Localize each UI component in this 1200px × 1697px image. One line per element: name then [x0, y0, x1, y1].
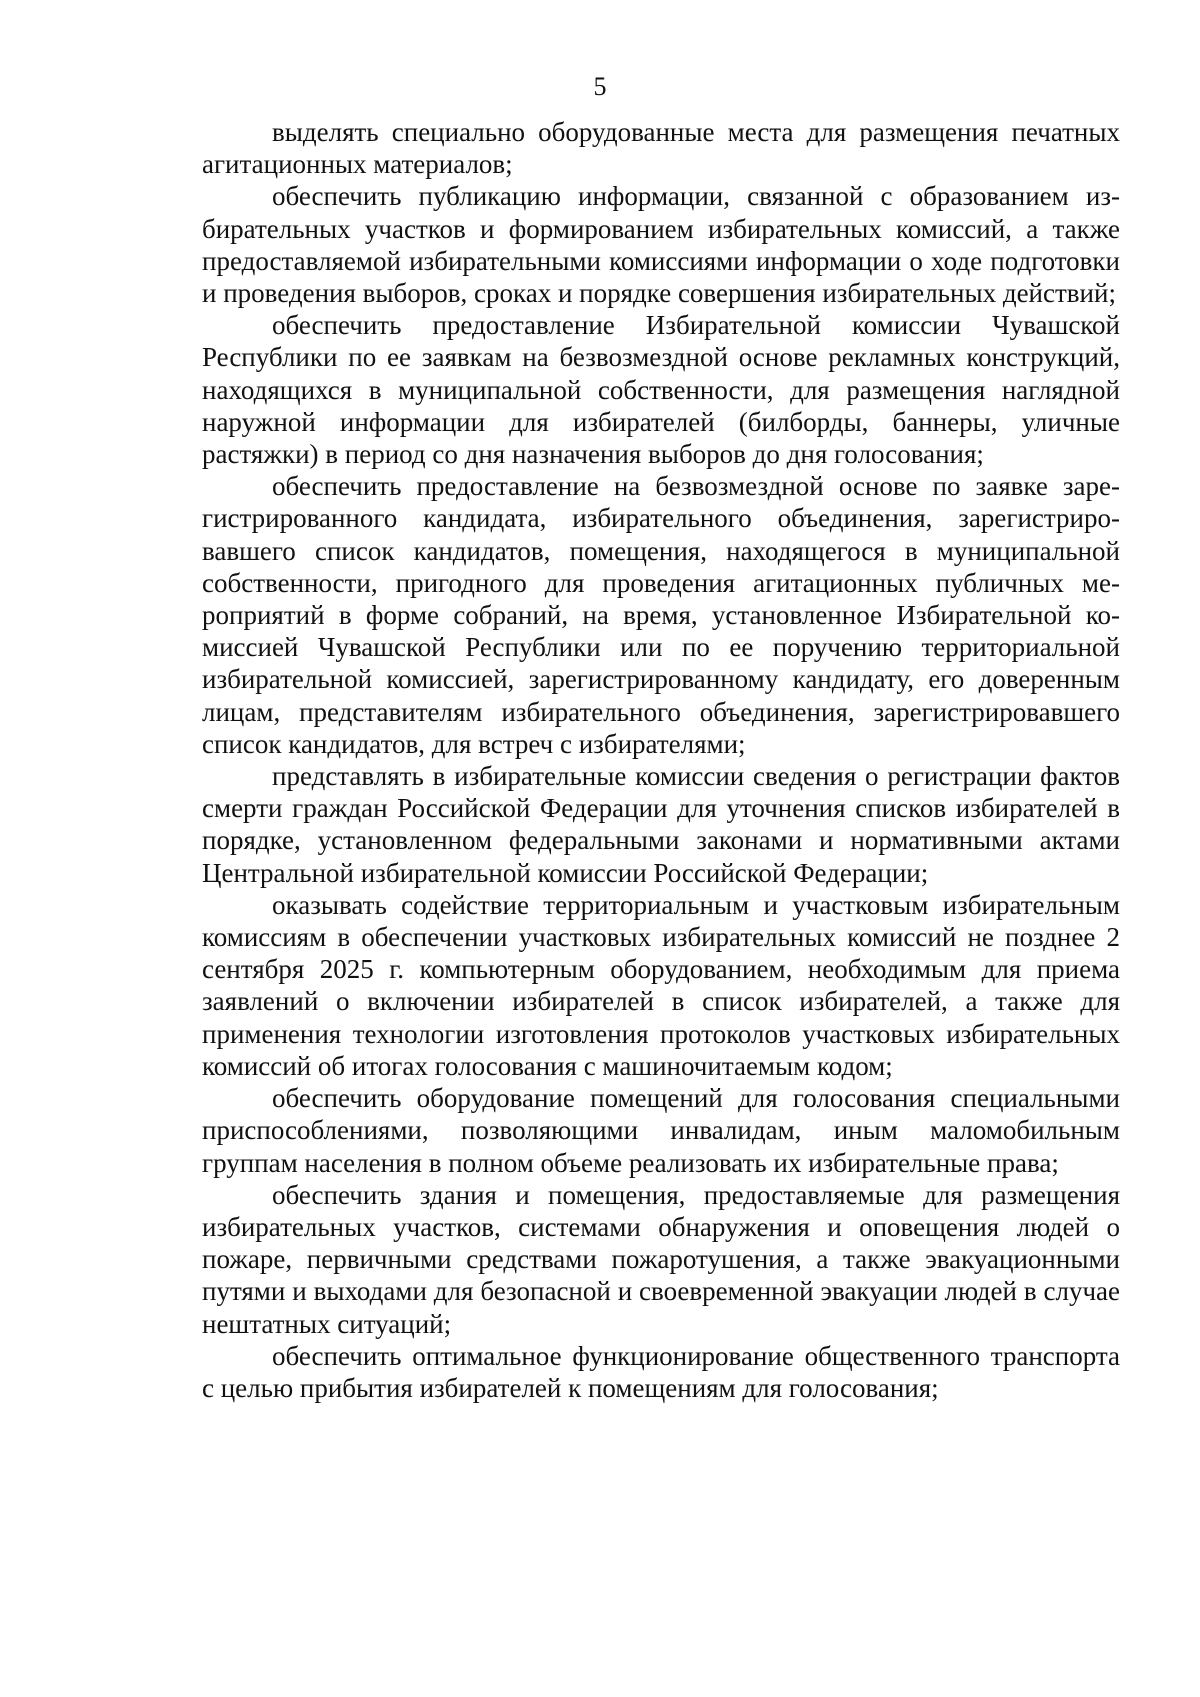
paragraph-computer-equipment: оказывать содействие территориальным и участковым избирательным комиссиям в обеспечении участковых избирательных комиссий не позднее 2 сентября 2025 г. компьютерным оборудованием, необходимым для приема заявлений о включении избирателей в список избирателей, а также для применения технологии изготовления протоколов участковых избирательных комиссий об итогах голосования с машиночитаемым кодом;	[202, 889, 1120, 1081]
page-number: 5	[593, 72, 607, 101]
paragraph-fire-safety: обеспечить здания и помещения, предоставляемые для размещения избирательных участков, системами обнаружения и оповещения людей о пожаре, первичными средствами пожаротушения, а также эвакуационными путями и выходами для безопасной и своевременной эвакуации людей в случае нештатных ситуаций;	[202, 1179, 1120, 1339]
paragraph-death-records: представлять в избирательные комиссии сведения о регистрации фактов смерти граждан Российской Федерации для уточнения списков избирателей в порядке, установленном федеральными законами и нормативными актами Центральной избирательной комиссии Российской Федерации;	[202, 761, 1120, 888]
paragraph-publication-info: обеспечить публикацию информации, связанной с образованием избирательных участков и формированием избирательных комиссий, а также предоставляемой избирательными комиссиями информации о ходе подготовки и проведения выборов, сроках и порядке совершения избирательных действий;	[202, 181, 1120, 309]
paragraph-accessibility-equipment: обеспечить оборудование помещений для голосования специальными приспособлениями, позволяющими инвалидам, иным маломобильным группам населения в полном объеме реализовать их избирательные права;	[202, 1083, 1120, 1178]
document-body	[202, 116, 1120, 1404]
paragraph-public-transport: обеспечить оптимальное функционирование общественного транспорта с целью прибытия избирателей к помещениям для голосования;	[202, 1340, 1120, 1403]
paragraph-premises-for-meetings: обеспечить предоставление на безвозмездной основе по заявке зарегистрированного кандидата, избирательного объединения, зарегистрировавшего список кандидатов, помещения, находящегося в муниципальной собственности, пригодного для проведения агитационных публичных мероприятий в форме собраний, на время, установленное Избирательной комиссией Чувашской Республики или по ее поручению территориальной избирательной комиссией, зарегистрированному кандидату, его доверенным лицам, представителям избирательного объединения, зарегистрировавшего список кандидатов, для встреч с избирателями;	[202, 471, 1120, 759]
paragraph-special-places: выделять специально оборудованные места для размещения печатных агитационных материалов;	[202, 117, 1120, 180]
paragraph-advertising-structures: обеспечить предоставление Избирательной комиссии Чувашской Республики по ее заявкам на безвозмездной основе рекламных конструкций, находящихся в муниципальной собственности, для размещения наглядной наружной информации для избирателей (билборды, баннеры, уличные растяжки) в период со дня назначения выборов до дня голосования;	[202, 310, 1120, 470]
